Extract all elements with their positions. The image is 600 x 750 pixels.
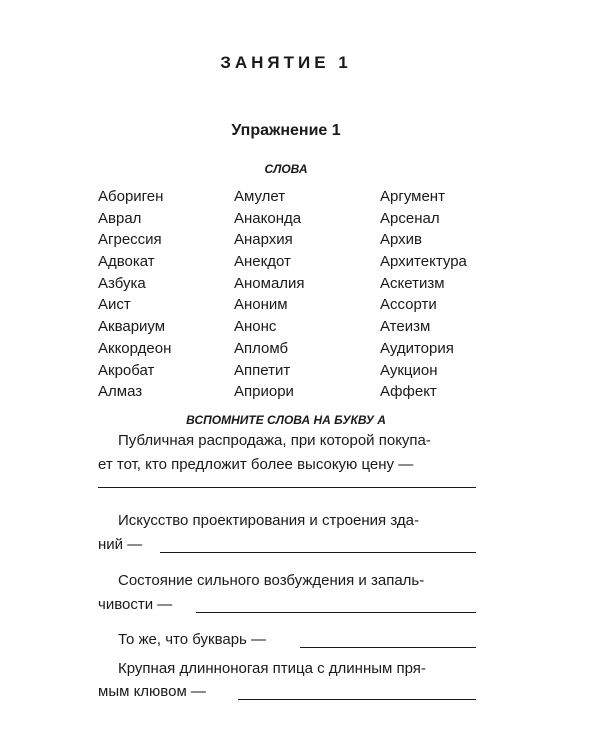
word-column-1 [98, 186, 171, 403]
word-item: Аврал [98, 209, 142, 227]
word-item: Апломб [234, 339, 289, 357]
word-item: Агрессия [98, 231, 162, 249]
word-item: Аскетизм [380, 274, 445, 292]
answer-blank-5[interactable] [238, 699, 476, 700]
word-column-3 [380, 186, 467, 403]
word-item: Амулет [234, 188, 286, 205]
question-5-line-1: Крупная длинноногая птица с длинным пря- [118, 660, 426, 677]
word-item: Акробат [98, 361, 155, 379]
recall-heading: ВСПОМНИТЕ СЛОВА НА БУКВУ А [186, 413, 386, 427]
word-item: Архитектура [380, 253, 467, 271]
answer-blank-1[interactable] [98, 487, 476, 488]
word-item: Аргумент [380, 188, 445, 205]
answer-blank-3[interactable] [196, 612, 476, 613]
answer-blank-4[interactable] [300, 647, 476, 648]
word-item: Анонс [234, 318, 277, 336]
word-item: Аноним [234, 296, 288, 314]
word-item: Анархия [234, 231, 293, 249]
word-item: Алмаз [98, 383, 143, 401]
word-item: Априори [234, 383, 294, 401]
lesson-title: ЗАНЯТИЕ 1 [220, 53, 352, 72]
word-item: Анекдот [234, 253, 291, 271]
word-item: Аквариум [98, 318, 166, 336]
question-2-line-2: ний — [98, 536, 143, 553]
word-item: Архив [380, 231, 423, 249]
word-item: Арсенал [380, 209, 440, 227]
question-3-line-1: Состояние сильного возбуждения и запаль- [118, 572, 425, 589]
answer-blank-2[interactable] [160, 552, 476, 553]
question-4-line-1: То же, что букварь — [118, 631, 267, 648]
word-item: Аномалия [234, 274, 305, 292]
word-item: Аукцион [380, 361, 438, 379]
question-3-line-2: чивости — [98, 596, 173, 613]
question-1-line-2: ет тот, кто предложит более высокую цену — [98, 456, 414, 473]
question-5-line-2: мым клювом — [98, 683, 206, 700]
question-2-line-1: Искусство проектирования и строения зда- [118, 512, 419, 529]
word-item: Азбука [98, 274, 146, 292]
word-item: Аккордеон [98, 339, 172, 357]
question-1-line-1: Публичная распродажа, при которой покупа- [118, 432, 431, 449]
word-column-2 [234, 186, 305, 403]
word-item: Аппетит [234, 361, 291, 379]
word-item: Аист [98, 296, 131, 314]
word-item: Ассорти [380, 296, 437, 314]
word-item: Аудитория [380, 339, 454, 357]
word-item: Анаконда [234, 209, 302, 227]
exercise-title: Упражнение 1 [231, 122, 341, 139]
word-item: Абориген [98, 188, 164, 205]
word-item: Аффект [380, 383, 437, 401]
word-item: Атеизм [380, 318, 431, 336]
word-item: Адвокат [98, 253, 155, 271]
words-heading: СЛОВА [264, 162, 308, 176]
